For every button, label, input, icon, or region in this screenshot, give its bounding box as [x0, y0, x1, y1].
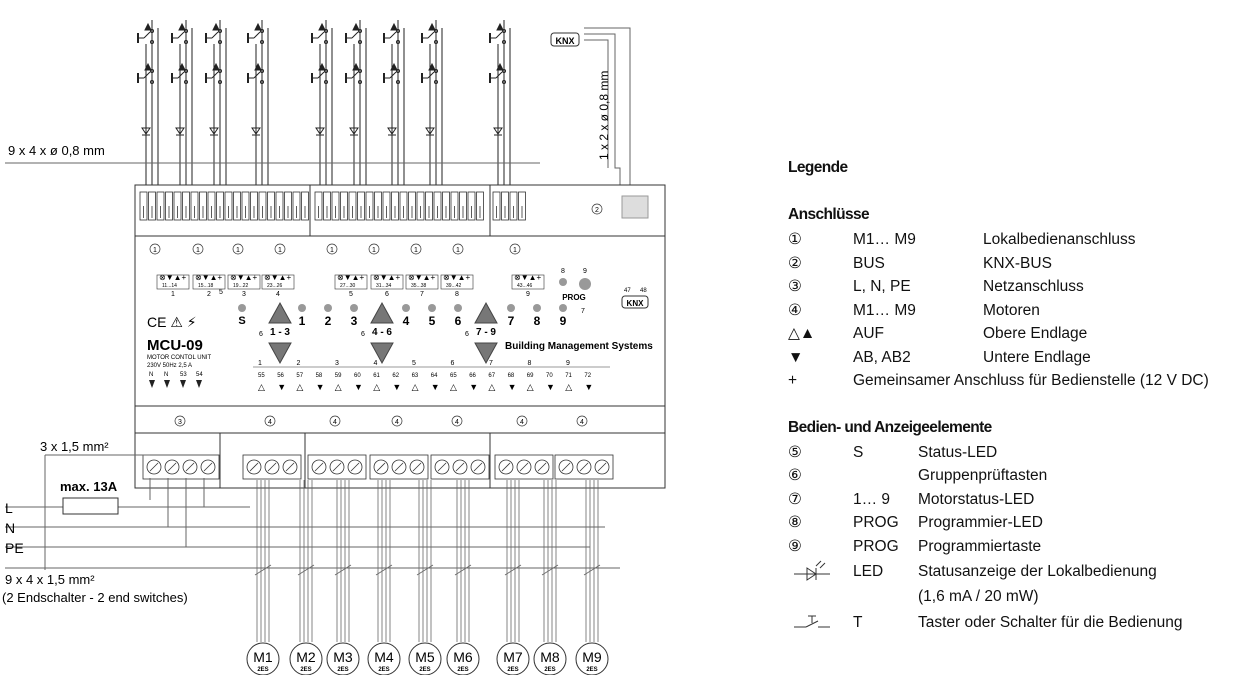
legend-controls-list	[788, 441, 1238, 559]
motor-status-led	[402, 304, 410, 312]
legend-symbol: +	[788, 372, 798, 389]
legend-desc: Obere Endlage	[983, 325, 1088, 342]
power-terminal-label: N	[164, 372, 169, 378]
motor-group-number: 8	[527, 360, 532, 367]
motor-terminal-label: 56	[277, 373, 284, 379]
line-label-l: L	[5, 500, 13, 516]
motor-group-number: 6	[450, 360, 455, 367]
callout-number: 1	[372, 247, 376, 254]
arrow-up-icon	[179, 24, 185, 30]
motor-status-led	[298, 304, 306, 312]
rows1-row	[788, 369, 1238, 393]
group-symbols: ⊗▼▲+	[373, 273, 401, 282]
legend-symbol: ⑤	[788, 443, 802, 461]
device-model: MCU-09	[147, 337, 203, 354]
prog-led	[559, 278, 567, 286]
motor-m5	[409, 480, 441, 675]
motor-label: M9	[582, 649, 602, 665]
legend-symbol: ▼	[788, 348, 804, 366]
group-button-label: 1 - 3	[269, 327, 291, 338]
motor-group-number: 3	[335, 360, 339, 367]
group-symbols: ⊗▼▲+	[443, 273, 471, 282]
group-range: 43...46	[517, 283, 533, 289]
legend-desc: Motorstatus-LED	[918, 490, 1035, 508]
motor-terminal-label: 62	[392, 373, 400, 379]
local-control-switches	[138, 20, 510, 185]
group-range: 35...38	[411, 283, 427, 289]
legend-desc: Status-LED	[918, 443, 998, 461]
svg-text:KNX: KNX	[626, 299, 644, 308]
legend-desc: Gruppenprüftasten	[918, 467, 1048, 484]
switch-column	[138, 20, 158, 185]
legend-section-connections: Anschlüsse	[788, 206, 870, 223]
power-terminal-label: N	[149, 372, 154, 378]
rows1-row	[788, 322, 1238, 346]
motor-label: M7	[503, 649, 523, 665]
fuse-label: max. 13A	[60, 479, 118, 494]
legend-code: PROG	[853, 537, 899, 555]
motor-terminal-symbol: ▼	[469, 382, 479, 392]
motor-sub: 2ES	[300, 667, 312, 673]
switch-column	[248, 20, 268, 185]
motor-m3	[327, 480, 359, 675]
legend-code: AUF	[853, 325, 884, 342]
callout-number: 1	[414, 247, 418, 254]
callout-number: 4	[395, 419, 399, 426]
arrow-up-icon	[319, 24, 325, 30]
knx-device-logo	[622, 296, 648, 308]
status-led	[238, 304, 246, 312]
motor-label: M4	[374, 649, 394, 665]
arrow-up-icon	[391, 24, 397, 30]
callout-number: 4	[580, 419, 584, 426]
rows1-row	[788, 228, 1238, 252]
callout-number: 4	[520, 419, 524, 426]
group-range: 19...22	[233, 283, 249, 289]
legend-symbol: ④	[788, 301, 802, 319]
group-symbols: ⊗▼▲+	[195, 273, 223, 282]
line-label-n: N	[5, 520, 16, 536]
motor-label: M5	[415, 649, 435, 665]
motor-terminal-symbol: ▼	[584, 382, 594, 392]
legend-code: BUS	[853, 254, 885, 272]
switch-column	[312, 20, 332, 185]
motor-m9	[576, 480, 608, 675]
callout-number: 6	[465, 331, 469, 338]
device-housing	[135, 185, 665, 488]
motor-status-led	[350, 304, 358, 312]
callout-number: 5	[219, 289, 223, 296]
legend-symbol: ⑦	[788, 490, 802, 508]
callout-number: 1	[153, 247, 157, 254]
motor-terminal-label: 67	[488, 373, 496, 379]
legend-connections-list	[788, 228, 1238, 393]
legend-title: Legende	[788, 159, 848, 176]
group-symbols: ⊗▼▲+	[159, 273, 187, 282]
callout-number: 1	[330, 247, 334, 254]
motor-led-number: 1	[298, 314, 306, 328]
group-number: 9	[526, 291, 530, 298]
motor-status-led	[507, 304, 515, 312]
motor-terminal-symbol: △	[450, 382, 457, 392]
motor-label: M6	[453, 649, 473, 665]
callout-number: 8	[561, 268, 565, 275]
legend-code: PROG	[853, 514, 899, 531]
motor-m1	[247, 480, 279, 675]
legend-symbol: ⑨	[788, 537, 802, 555]
legend-code: Gemeinsamer Anschluss für Bedienstelle (12 V DC)	[853, 372, 1209, 389]
svg-text:KNX: KNX	[555, 36, 575, 46]
group-symbols: ⊗▼▲+	[264, 273, 292, 282]
legend-row-led-note	[788, 582, 1238, 610]
callout-number: 1	[456, 247, 460, 254]
motor-label: M2	[296, 649, 316, 665]
legend-row-switch	[788, 610, 1238, 634]
bus-terminal	[622, 196, 648, 218]
motor-group-number: 1	[258, 360, 262, 367]
ce-marks: CE ⚠ ⚡	[147, 314, 197, 330]
motor-group-number: 5	[412, 360, 416, 367]
group-number: 7	[420, 291, 424, 298]
motor-led-number: 9	[559, 314, 567, 328]
legend	[788, 156, 1238, 634]
switch-column	[490, 20, 510, 185]
group-number: 4	[276, 291, 280, 298]
legend-led-desc2: (1,6 mA / 20 mW)	[918, 588, 1039, 605]
motor-sub: 2ES	[419, 667, 431, 673]
motor-terminal-label: 72	[584, 373, 592, 379]
legend-desc: Netzanschluss	[983, 278, 1084, 295]
motor-terminal-label: 57	[296, 373, 304, 379]
device-subtitle: MOTOR CONTOL UNIT	[147, 355, 212, 361]
callout-number: 4	[455, 419, 459, 426]
group-range: 39...42	[446, 283, 462, 289]
group-range: 15...18	[198, 283, 214, 289]
motor-terminal-symbol: ▼	[354, 382, 363, 392]
switch-column	[422, 20, 442, 185]
local-cable-label: 9 x 4 x ø 0,8 mm	[8, 143, 105, 158]
rows2-row	[788, 464, 1238, 488]
arrow-up-icon	[255, 24, 261, 30]
legend-code: M1… M9	[853, 231, 916, 248]
motor-group-number: 7	[489, 360, 493, 367]
callout-number: 4	[333, 419, 337, 426]
switch-column	[206, 20, 226, 185]
device-rating: 230V 50Hz 2,5 A	[147, 363, 193, 369]
led-symbol-icon	[792, 560, 832, 584]
callout-number: 1	[278, 247, 282, 254]
callout-number: 1	[196, 247, 200, 254]
motor-terminal-label: 63	[411, 373, 419, 379]
motor-label: M8	[540, 649, 560, 665]
switch-column	[172, 20, 192, 185]
callout-number: 9	[583, 268, 587, 275]
rows2-row	[788, 488, 1238, 512]
group-number: 5	[349, 291, 353, 298]
legend-desc: Programmier-LED	[918, 514, 1043, 531]
legend-desc: Programmiertaste	[918, 537, 1042, 555]
legend-code: M1… M9	[853, 301, 916, 319]
motor-terminal-label: 58	[315, 373, 323, 379]
rows2-row	[788, 511, 1238, 535]
motor-cable-label: 9 x 4 x 1,5 mm²	[5, 572, 95, 587]
motor-sub: 2ES	[378, 667, 390, 673]
callout-number: 7	[581, 308, 585, 315]
legend-code: 1… 9	[853, 490, 891, 508]
motor-cable-note: (2 Endschalter - 2 end switches)	[2, 590, 188, 605]
motor-terminal-symbol: △	[565, 382, 573, 392]
callout-number: 1	[513, 247, 517, 254]
arrow-up-icon	[213, 24, 219, 30]
power-cable-label: 3 x 1,5 mm²	[40, 439, 109, 454]
motor-terminal-symbol: ▼	[546, 382, 555, 392]
legend-switch-code: T	[853, 614, 863, 631]
motor-m4	[368, 480, 400, 675]
motor-label: M1	[253, 649, 273, 665]
motor-group-number: 4	[373, 360, 378, 367]
callout-number: 6	[259, 331, 263, 338]
motor-sub: 2ES	[544, 667, 556, 673]
legend-section-controls: Bedien- und Anzeigeelemente	[788, 418, 992, 436]
group-range: 23...26	[267, 283, 283, 289]
motor-terminal-symbol: △	[488, 382, 496, 392]
bus-cable-label: 1 x 2 x ø 0,8 mm	[597, 70, 611, 160]
motor-led-number: 3	[350, 314, 358, 328]
motor-sub: 2ES	[586, 667, 598, 673]
motor-terminal-symbol: ▼	[430, 382, 440, 392]
legend-symbol: ③	[788, 278, 802, 295]
motor-terminal-symbol: ▼	[315, 382, 325, 392]
motor-terminal-symbol: △	[411, 382, 419, 392]
legend-symbol: △▲	[788, 325, 816, 342]
motor-group-number: 2	[296, 360, 301, 367]
group-number: 8	[455, 291, 459, 298]
legend-symbol: ①	[788, 231, 802, 248]
motor-status-led	[454, 304, 462, 312]
arrow-up-icon	[145, 24, 151, 30]
prog-button	[579, 278, 591, 290]
motor-terminal-label: 64	[430, 373, 438, 379]
group-button-label: 4 - 6	[371, 327, 393, 338]
legend-code: L, N, PE	[853, 278, 911, 295]
arrow-up-icon	[429, 24, 435, 30]
legend-code: AB, AB2	[853, 348, 911, 366]
motor-terminal-label: 59	[334, 373, 342, 379]
rows1-row	[788, 299, 1238, 323]
motor-led-number: 5	[428, 314, 436, 328]
motor-led-number: 4	[402, 314, 410, 328]
motor-terminal-label: 66	[469, 373, 476, 379]
motor-terminal-symbol: ▼	[507, 382, 517, 392]
group-number: 2	[207, 291, 211, 298]
arrow-up-icon	[353, 24, 359, 30]
group-range: 31...34	[376, 283, 392, 289]
group-symbols: ⊗▼▲+	[514, 273, 542, 282]
motor-terminal-label: 65	[450, 373, 457, 379]
motor-terminal-symbol: ▼	[277, 382, 287, 392]
line-label-pe: PE	[5, 540, 24, 556]
bus-terminal-48: 48	[640, 288, 647, 294]
company-name: Building Management Systems	[505, 341, 653, 352]
callout-number: 4	[268, 419, 272, 426]
motor-terminal-symbol: △	[334, 382, 342, 392]
rows2-row	[788, 535, 1238, 559]
motor-label: M3	[333, 649, 353, 665]
motor-m2	[290, 480, 322, 675]
motor-terminal-label: 68	[507, 373, 515, 379]
motor-m8	[534, 480, 566, 675]
legend-symbol: ⑧	[788, 514, 802, 531]
callout-number: 3	[178, 419, 182, 426]
arrow-up-icon	[497, 24, 503, 30]
group-number: 1	[171, 291, 175, 298]
switch-symbol-icon	[792, 612, 832, 634]
callout-number: 2	[595, 207, 599, 214]
legend-led-desc: Statusanzeige der Lokalbedienung	[918, 563, 1157, 580]
motor-led-number: 2	[324, 314, 332, 328]
motor-sub: 2ES	[507, 667, 519, 673]
legend-switch-desc: Taster oder Schalter für die Bedienung	[918, 614, 1183, 631]
motor-terminal-label: 61	[373, 373, 380, 379]
group-symbols: ⊗▼▲+	[408, 273, 436, 282]
motor-group-number: 9	[566, 360, 570, 367]
switch-column	[346, 20, 366, 185]
legend-desc: KNX-BUS	[983, 254, 1052, 272]
legend-desc: Motoren	[983, 301, 1040, 319]
legend-symbol: ⑥	[788, 467, 802, 484]
rows1-row	[788, 275, 1238, 299]
motor-terminal-label: 60	[354, 373, 361, 379]
motor-terminal-label: 69	[526, 373, 534, 379]
switch-column	[384, 20, 404, 185]
rows1-row	[788, 252, 1238, 276]
power-terminal-label: 54	[196, 372, 203, 378]
motor-terminal-label: 70	[546, 373, 553, 379]
motor-m6	[447, 480, 479, 675]
rows2-row	[788, 441, 1238, 465]
power-terminal-label: 53	[180, 372, 187, 378]
motor-terminal-label: 55	[258, 373, 265, 379]
rows1-row	[788, 346, 1238, 370]
group-symbols: ⊗▼▲+	[230, 273, 258, 282]
legend-code: S	[853, 443, 864, 461]
motor-terminal-symbol: ▼	[392, 382, 402, 392]
motor-status-led	[324, 304, 332, 312]
motor-status-led	[533, 304, 541, 312]
motor-terminal-label: 71	[565, 373, 572, 379]
knx-logo	[551, 33, 579, 46]
group-button-label: 7 - 9	[475, 327, 497, 338]
prog-label: PROG	[562, 293, 586, 302]
motor-status-led	[428, 304, 436, 312]
callout-number: 1	[236, 247, 240, 254]
legend-led-code: LED	[853, 563, 884, 580]
status-label: S	[238, 315, 246, 327]
motor-terminal-symbol: △	[258, 382, 265, 392]
callout-number: 6	[361, 331, 365, 338]
legend-desc: Lokalbedienanschluss	[983, 231, 1136, 248]
motor-led-number: 6	[454, 314, 462, 328]
motor-m7	[497, 480, 529, 675]
legend-desc: Untere Endlage	[983, 348, 1091, 366]
motor-led-number: 7	[507, 314, 515, 328]
group-range: 11...14	[162, 283, 177, 289]
legend-row-led	[788, 558, 1238, 582]
motors	[247, 480, 608, 675]
group-range: 27...30	[340, 283, 356, 289]
legend-symbol: ②	[788, 254, 802, 272]
group-number: 6	[385, 291, 389, 298]
motor-led-number: 8	[533, 314, 541, 328]
motor-status-led	[559, 304, 567, 312]
group-number: 3	[242, 291, 246, 298]
motor-sub: 2ES	[257, 667, 269, 673]
motor-sub: 2ES	[457, 667, 469, 673]
motor-terminal-symbol: △	[373, 382, 381, 392]
motor-sub: 2ES	[337, 667, 349, 673]
motor-terminal-symbol: △	[526, 382, 534, 392]
group-symbols: ⊗▼▲+	[337, 273, 365, 282]
bus-terminal-47: 47	[624, 288, 631, 294]
motor-terminal-symbol: △	[296, 382, 304, 392]
